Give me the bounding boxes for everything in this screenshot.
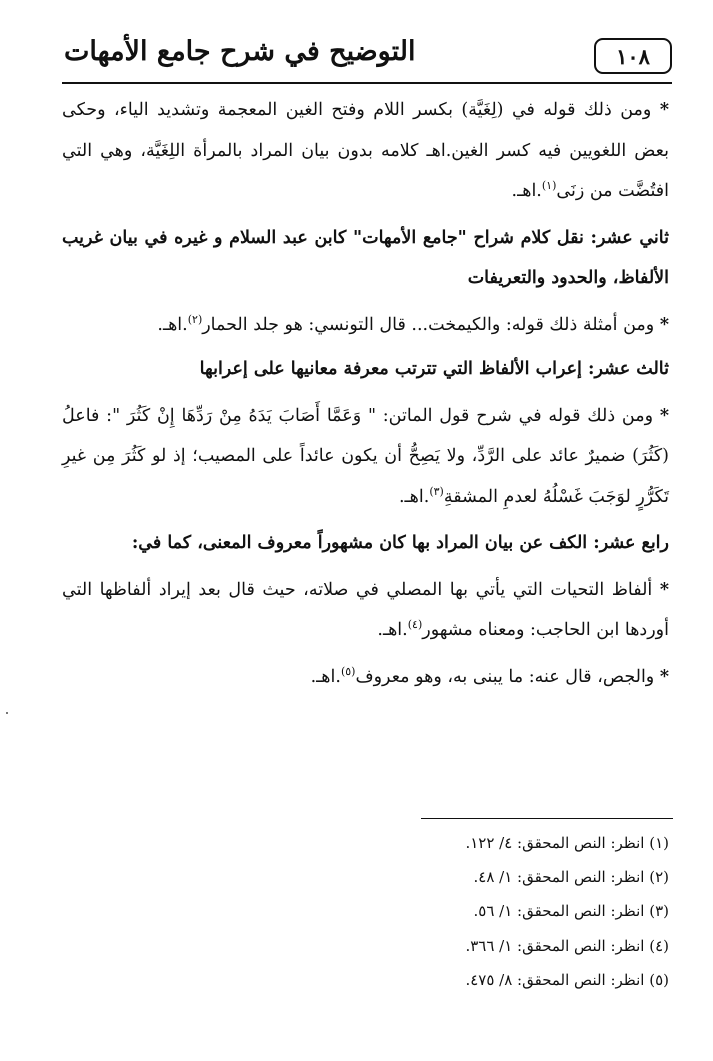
paragraph-text: والجص، قال عنه: ما يبنى به، وهو معروف <box>355 666 655 687</box>
main-text <box>62 90 669 703</box>
footnote-item: (١) انظر: النص المحقق: ٤/ ١٢٢. <box>465 834 669 852</box>
footnote-item: (٥) انظر: النص المحقق: ٨/ ٤٧٥. <box>465 970 669 989</box>
heading-thirteenth: ثالث عشر: إعراب الألفاظ التي تترتب معرفة معانيها على إعرابها <box>199 359 669 379</box>
page-header <box>62 36 672 84</box>
paragraph-3 <box>62 396 669 518</box>
footnote-ref[interactable]: (٤) <box>407 618 423 632</box>
paragraph-4 <box>62 570 669 651</box>
footnote-ref[interactable]: (١) <box>541 179 557 193</box>
paragraph-tail: .اهـ. <box>511 181 542 201</box>
bullet-star: * <box>659 579 669 600</box>
footnote-ref[interactable]: (٣) <box>429 484 444 498</box>
footnote-divider <box>421 818 673 819</box>
paragraph-5 <box>62 657 669 698</box>
running-title: التوضيح في شرح جامع الأمهات <box>64 36 416 67</box>
footnotes <box>249 826 669 997</box>
page-number: ١٠٨ <box>616 43 650 69</box>
paragraph-text: ومن ذلك قوله في شرح قول الماتن: " وَعَمَّا أَصَابَ يَدَهُ مِنْ رَدِّهَا إِنْ كَثُرَ ": فاعلُ (كَثُرَ) ضميرٌ عائد على الرَّدِّ، ولا يَصِحُّ أن يكون عائداً على المصيب؛ إذ لو كَثُرَ مِن غيرِ تَكَرُّرٍ لوَجَبَ غَسْلُهُ لعدمِ المشقةِ <box>62 405 669 507</box>
paragraph-text: ومن ذلك قوله في (لِغَيَّة) بكسر اللام وفتح الغين المعجمة وتشديد الياء، وحكى بعض اللغويين فيه كسر الغين.اهـ كلامه بدون بيان المراد بالمرأة اللِغَيَّة، وهي التي افتُضَّت من زنَى <box>62 100 669 201</box>
footnote-item: (٢) انظر: النص المحقق: ١/ ٤٨. <box>473 868 669 887</box>
paragraph-tail: .اهـ. <box>157 314 188 335</box>
scan-speck <box>6 712 8 714</box>
paragraph-text: ومن أمثلة ذلك قوله: والكيمخت... قال التونسي: هو جلد الحمار <box>202 314 655 335</box>
paragraph-tail: .اهـ. <box>377 620 408 640</box>
paragraph-tail: .اهـ. <box>398 486 430 507</box>
footnote-ref[interactable]: (٢) <box>187 312 203 326</box>
bullet-star: * <box>659 100 669 120</box>
paragraph-text: ألفاظ التحيات التي يأتي بها المصلي في صلاته، حيث قال بعد إيراد ألفاظها التي أوردها ابن الحاجب: ومعناه مشهور <box>62 579 669 640</box>
heading-twelfth: ثاني عشر: نقل كلام شراح "جامع الأمهات" كابن عبد السلام و غيره في بيان غريب الألفاظ، والحدود والتعريفات <box>62 227 669 288</box>
footnote-ref[interactable]: (٥) <box>340 664 356 678</box>
bullet-star: * <box>659 314 669 335</box>
footnote-item: (٣) انظر: النص المحقق: ١/ ٥٦. <box>473 902 669 921</box>
heading-fourteenth: رابع عشر: الكف عن بيان المراد بها كان مشهوراً معروف المعنى، كما في: <box>131 533 669 553</box>
paragraph-2 <box>62 305 669 346</box>
paragraph-tail: .اهـ. <box>310 666 341 687</box>
paragraph-1 <box>62 90 669 212</box>
footnote-item: (٤) انظر: النص المحقق: ١/ ٣٦٦. <box>465 936 669 955</box>
bullet-star: * <box>659 666 669 687</box>
bullet-star: * <box>659 405 669 426</box>
page-number-box <box>594 38 672 74</box>
